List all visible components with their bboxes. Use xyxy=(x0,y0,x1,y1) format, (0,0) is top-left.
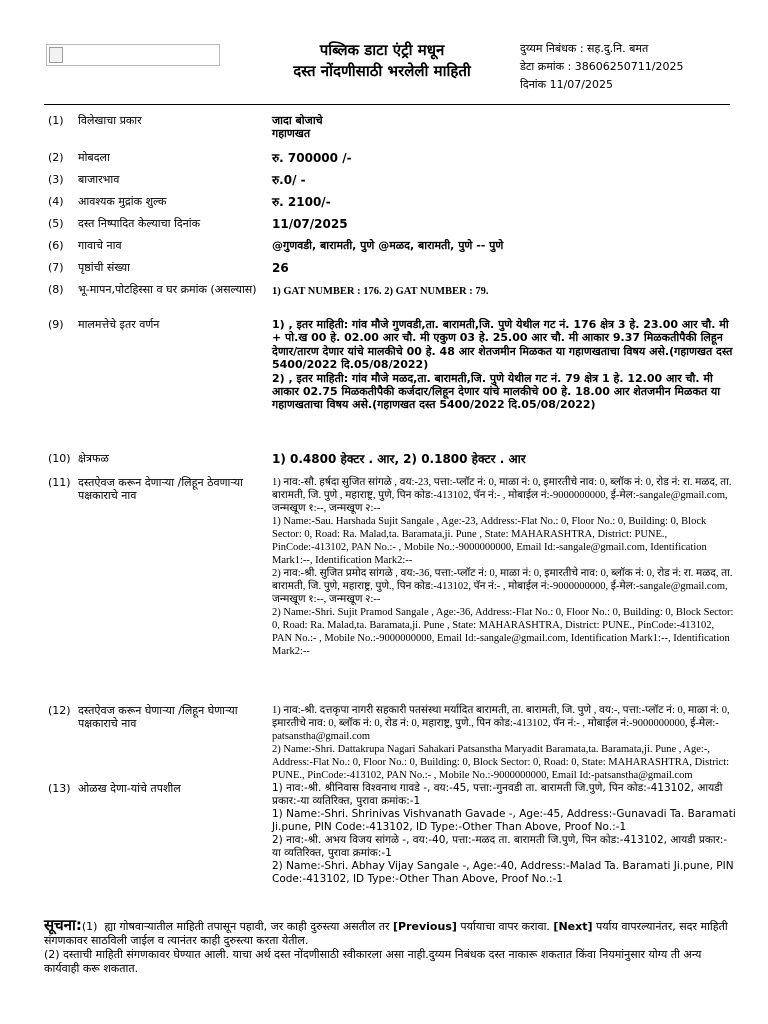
row-number: (9) xyxy=(48,318,64,331)
note-1 xyxy=(44,918,734,948)
document-date: दिनांक 11/07/2025 xyxy=(520,78,613,91)
row-value: रु.0/ - xyxy=(272,173,306,187)
row-label: क्षेत्रफळ xyxy=(78,452,109,465)
identifier-2-english: 2) Name:-Shri. Abhay Vijay Sangale -, Age:-40, Address:-Malad Ta. Baramati Ji.pune, PIN Code:-413102, ID Type:-Other Than Above, Proof No.:-1 xyxy=(272,860,734,885)
note-2: (2) दस्ताची माहिती संगणकावर घेण्यात आली. याचा अर्थ दस्त नोंदणीसाठी स्वीकारला असा नाही.दुय्यम निबंधक दस्त नाकारू शकतात किंवा नियमांनुसार योग्य ती अन्य कार्यवाही करू शकतात. xyxy=(44,948,702,975)
row-label: बाजारभाव xyxy=(78,173,120,186)
row-label: पृष्ठांची संख्या xyxy=(78,261,131,274)
row-value: रु. 700000 /- xyxy=(272,151,352,165)
identifier-2-marathi: 2) नाव:-श्री. अभय विजय सांगळे -, वय:-40, पत्ता:-मळद ता. बारामती जि.पुणे, पिन कोड:-413102, आयडी प्रकार:-या व्यतिरिक्त, पुरावा क्रमांक:-1 xyxy=(272,834,728,859)
previous-option: [Previous] xyxy=(393,920,457,933)
row-number: (4) xyxy=(48,195,64,208)
executant-1-english: 1) Name:-Sau. Harshada Sujit Sangale , Age:-23, Address:-Flat No.: 0, Floor No.: 0, Building: 0, Block Sector: 0, Road: Ra. Malad,ta. Baramata,ji. Pune , State: MAHARASHTRA, District: PUNE., PinCode:-413102, PAN No.:- , Mobile No.:-9000000000, Email Id:-sangale@gmail.com, Identification Mark1:--, Identification Mark2:-- xyxy=(272,516,707,566)
note-1-number: (1) xyxy=(81,920,98,933)
row-label: भू-मापन,पोटहिस्सा व घर क्रमांक (असल्यास) xyxy=(78,283,257,296)
executant-2-english: 2) Name:-Shri. Sujit Pramod Sangale , Age:-36, Address:-Flat No.: 0, Floor No.: 0, Building: 0, Block Sector: 0, Road: Ra. Malad,ta. Baramata,ji. Pune , State: MAHARASHTRA, District: PUNE., PinCode:-413102, PAN No.:- , Mobile No.:-9000000000, Email Id:-sangale@gmail.com, Identification Mark1:--, Identification Mark2:-- xyxy=(272,607,734,657)
note-1-text: ह्या गोषवाऱ्यातील माहिती तपासून पहावी, जर काही दुरुस्त्या असतील तर xyxy=(104,920,390,933)
row-value: जादा बोजाचे xyxy=(272,114,323,127)
notes-section xyxy=(44,918,734,976)
row-number: (2) xyxy=(48,151,64,164)
row-value: 1) GAT NUMBER : 176. 2) GAT NUMBER : 79. xyxy=(272,286,489,297)
row-number: (8) xyxy=(48,283,64,296)
claimant-english: 2) Name:-Shri. Dattakrupa Nagari Sahakari Patsanstha Maryadit Baramata,ta. Baramata,ji. Pune , Age:-, Address:-Flat No.: 0, Floor No.: 0, Building: 0, Block Sector: 0, Road: 0, State: MAHARASHTRA, District: PUNE., PinCode:-413102, PAN No.:- , Mobile No.:-9000000000, Email Id:-patsanstha@gmail.com xyxy=(272,744,730,781)
title-line-2: दस्त नोंदणीसाठी भरलेली माहिती xyxy=(293,62,471,80)
row-value: 26 xyxy=(272,261,289,275)
row-label: विलेखाचा प्रकार xyxy=(78,114,142,127)
note-1-text: पर्यायाचा वापर करावा. xyxy=(460,920,550,933)
row-label: मोबदला xyxy=(78,151,110,164)
row-label: गावाचे नाव xyxy=(78,239,122,252)
claimant-marathi: 1) नाव:-श्री. दत्तकृपा नागरी सहकारी पतसंस्था मर्यादित बारामती, ता. बारामती, जि. पुणे , वय:-, पत्ता:-प्लॉट नं: 0, माळा नं: 0, इमारतीचे नाव: 0, ब्लॉक नं: 0, रोड नं: 0, महाराष्ट्र, पुणे., पिन कोड:-413102, पॅन नं:- , मोबाईल नं:-9000000000, ई-मेल:-patsanstha@gmail.com xyxy=(272,705,730,742)
executant-1-marathi: 1) नाव:-सौ. हर्षदा सुजित सांगळे , वय:-23, पत्ता:-प्लॉट नं: 0, माळा नं: 0, इमारतीचे नाव: 0, ब्लॉक नं: 0, रोड नं: रा. मळद, ता. बारामती, जि. पुणे , महाराष्ट्र, पुणे, पिन कोड:-413102, पॅन नं:- , मोबाईल नं:-9000000000, ई-मेल:-sangale@gmail.com, जन्मखूण १:--, जन्मखूण २:-- xyxy=(272,477,732,514)
row-label: आवश्यक मुद्रांक शुल्क xyxy=(78,195,167,208)
row-number: (5) xyxy=(48,217,64,230)
title-line-1: पब्लिक डाटा एंट्री मधून xyxy=(319,41,445,59)
row-number: (3) xyxy=(48,173,64,186)
row-value: गहाणखत xyxy=(272,127,311,140)
row-number: (6) xyxy=(48,239,64,252)
row-label: दस्तऐवज करून देणाऱ्या /लिहून ठेवणाऱ्या पक्षकाराचे नाव xyxy=(78,476,244,502)
note-1-text: पर्याय वापरल्यानंतर, सदर माहिती संगणकावर साठविली जाईल व त्यानंतर काही दुरुस्त्या करता येतील. xyxy=(44,920,728,947)
row-number: (10) xyxy=(48,452,71,465)
identifier-1-english: 1) Name:-Shri. Shrinivas Vishvanath Gavade -, Age:-45, Address:-Gunavadi Ta. Baramati Ji.pune, PIN Code:-413102, ID Type:-Other Than Above, Proof No.:-1 xyxy=(272,808,736,833)
office-name: दुय्यम निबंधक : सह.दु.नि. बमत xyxy=(520,42,649,55)
row-label: दस्तऐवज करून घेणाऱ्या /लिहून घेणाऱ्या पक्षकाराचे नाव xyxy=(78,704,238,730)
document-meta xyxy=(520,40,683,94)
row-label: दस्त निष्पादित केल्याचा दिनांक xyxy=(78,217,201,230)
row-value: 11/07/2025 xyxy=(272,217,348,231)
identifier-1-marathi: 1) नाव:-श्री. श्रीनिवास विश्वनाथ गावडे -, वय:-45, पत्ता:-गुनवडी ता. बारामती जि.पुणे, पिन कोड:-413102, आयडी प्रकार:-या व्यतिरिक्त, पुरावा क्रमांक:-1 xyxy=(272,782,723,807)
row-value: रु. 2100/- xyxy=(272,195,331,209)
row-number: (11) xyxy=(48,476,71,489)
row-label: ओळख देणा-यांचे तपशील xyxy=(78,782,181,795)
row-label: मालमत्तेचे इतर वर्णन xyxy=(78,318,160,331)
data-number: डेटा क्रमांक : 38606250711/2025 xyxy=(520,60,684,73)
row-value: 1) 0.4800 हेक्टर . आर, 2) 0.1800 हेक्टर . आर xyxy=(272,452,526,466)
row-number: (1) xyxy=(48,114,64,127)
row-value: @गुणवडी, बारामती, पुणे @मळद, बारामती, पुणे -- पुणे xyxy=(272,239,504,252)
header-divider xyxy=(44,104,730,105)
next-option: [Next] xyxy=(553,920,593,933)
executant-2-marathi: 2) नाव:-श्री. सुजित प्रमोद सांगळे , वय:-36, पत्ता:-प्लॉट नं: 0, माळा नं: 0, इमारतीचे नाव: 0, ब्लॉक नं: 0, रोड नं: रा. मळद, ता. बारामती, जि. पुणे, महाराष्ट्र, पुणे., पिन कोड:-413102, पॅन नं:- , मोबाईल नं:-9000000000, ई-मेल:-sangale@gmail.com, जन्मखूण १:--, जन्मखूण २:-- xyxy=(272,568,733,605)
row-number: (12) xyxy=(48,704,71,717)
row-number: (13) xyxy=(48,782,71,795)
property-description-1: 1) , इतर माहिती: गांव मौजे गुणवडी,ता. बारामती,जि. पुणे येथील गट नं. 176 क्षेत्र 3 हे. 23.00 आर चौ. मी + पो.ख 00 हे. 02.00 आर चौ. मी एकुण 03 हे. 25.00 आर चौ. मी आकार 9.37 मिळकतीपैकी लिहून देणार/तारण देणार यांचे मालकीचे 00 हे. 48 आर शेतजमीन मिळकत या गहाणखताचा विषय असे.(गहाणखत दस्त 5400/2022 दि.05/08/2022) xyxy=(272,318,733,372)
broken-image-icon xyxy=(49,47,63,63)
logo-image xyxy=(46,44,220,66)
page-title xyxy=(262,40,502,82)
property-description-2: 2) , इतर माहिती: गांव मौजे मळद,ता. बारामती,जि. पुणे येथील गट नं. 79 क्षेत्र 1 हे. 12.00 आर चौ. मी आकार 02.75 मिळकतीपैकी कर्जदार/लिहून देणार यांचे मालकीचे 00 हे. 18.00 आर शेतजमीन मिळकत या गहाणखताचा विषय असे.(गहाणखत दस्त 5400/2022 दि.05/08/2022) xyxy=(272,371,721,412)
notes-heading: सूचना: xyxy=(44,916,82,934)
row-number: (7) xyxy=(48,261,64,274)
